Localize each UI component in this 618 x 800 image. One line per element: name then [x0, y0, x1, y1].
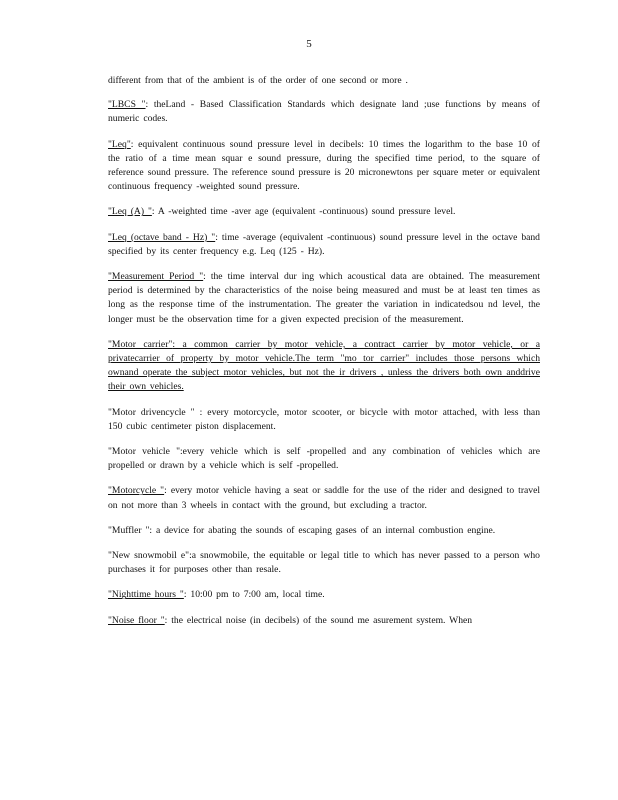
definition-motorcycle [108, 484, 540, 512]
term-leq-octave-band: "Leq (octave band - Hz) " [108, 231, 216, 243]
term-noise-floor: "Noise floor " [108, 614, 165, 626]
term-motor-vehicle: "Motor vehicle " [108, 446, 181, 458]
definition-text-measurement-period: : the time interval dur ing which acoustical data are obtained. The measurement period is determined by the characteristics of the noise being measured and must be at least ten times as long as the response time of the instrumentation. The greater the variation in indicatedsou nd level, the longer must be the observation time for a given expected precision of the measurement. [108, 271, 540, 325]
term-new-snowmobile: "New snowmobil e" [108, 550, 190, 562]
term-leq: "Leq" [108, 138, 131, 150]
definition-nighttime-hours [108, 588, 540, 602]
term-motor-carrier: "Motor carrier" [108, 338, 173, 350]
term-nighttime-hours: "Nighttime hours " [108, 589, 184, 601]
definition-text-muffler: : a device for abating the sounds of escaping gases of an internal combustion engine. [149, 524, 496, 536]
definition-text-leq-a: : A -weighted time -aver age (equivalent -continuous) sound pressure level. [151, 206, 456, 218]
definition-leq-octave-band [108, 231, 540, 259]
definition-leq [108, 138, 540, 195]
definition-text-motor-carrier: : a common carrier by motor vehicle, a contract carrier by motor vehicle, or a privatecarrier of property by motor vehicle.The term "mo tor carrier" includes those persons which ownand operate the subject motor vehicles, but not the ir drivers , unless the drivers both own anddrive their own vehicles. [108, 338, 540, 393]
definition-text-nighttime-hours: : 10:00 pm to 7:00 am, local time. [183, 589, 325, 601]
definition-text-motor-drivencycle: : every motorcycle, motor scooter, or bicycle with motor attached, with less than 150 cubic centimeter piston displacement. [108, 406, 540, 432]
definition-motor-carrier [108, 338, 540, 395]
document-body [108, 74, 540, 639]
term-muffler: "Muffler " [108, 524, 150, 536]
definition-new-snowmobile [108, 549, 540, 577]
definition-text-leq-octave-band: : time -average (equivalent -continuous) sound pressure level in the octave band specified by its center frequency e.g. Leq (125 - Hz). [108, 231, 540, 257]
definition-motor-drivencycle [108, 406, 540, 434]
definition-muffler [108, 524, 540, 538]
definition-text-motorcycle: : every motor vehicle having a seat or saddle for the use of the rider and designed to travel on not more than 3 wheels in contact with the ground, but excluding a tractor. [108, 485, 541, 511]
definition-text-noise-floor: : the electrical noise (in decibels) of the sound me asurement system. When [164, 614, 473, 626]
definition-measurement-period [108, 270, 540, 327]
definition-motor-vehicle [108, 445, 540, 473]
term-motor-drivencycle: "Motor drivencycle " [108, 406, 195, 418]
term-leq-a: "Leq (A) " [108, 206, 152, 218]
page-number: 5 [306, 38, 312, 50]
definition-text-leq: : equivalent continuous sound pressure level in decibels: 10 times the logarithm to the base 10 of the ratio of a time mean squar e sound pressure, during the specified time period, to the square of reference sound pressure. The reference sound pressure is 20 micronewtons per square meter or equivalent continuous frequency -weighted sound pressure. [108, 138, 540, 193]
definition-noise-floor [108, 614, 540, 628]
definition-text-new-snowmobile: :a snowmobile, the equitable or legal title to which has never passed to a person who purchases it for purposes other than resale. [108, 550, 540, 576]
definition-text-motor-vehicle: :every vehicle which is self -propelled and any combination of vehicles which are propelled or drawn by a vehicle which is self -propelled. [108, 446, 540, 472]
term-motorcycle: "Motorcycle " [108, 485, 165, 497]
term-lbcs: "LBCS " [108, 99, 146, 111]
definition-lbcs [108, 98, 540, 126]
term-measurement-period: "Measurement Period " [108, 271, 204, 283]
intro-paragraph: different from that of the ambient is of the order of one second or more . [108, 75, 408, 86]
definition-text-lbcs: : theLand - Based Classification Standards which designate land ;use functions by means of numeric codes. [108, 99, 540, 125]
definition-leq-a [108, 205, 540, 219]
